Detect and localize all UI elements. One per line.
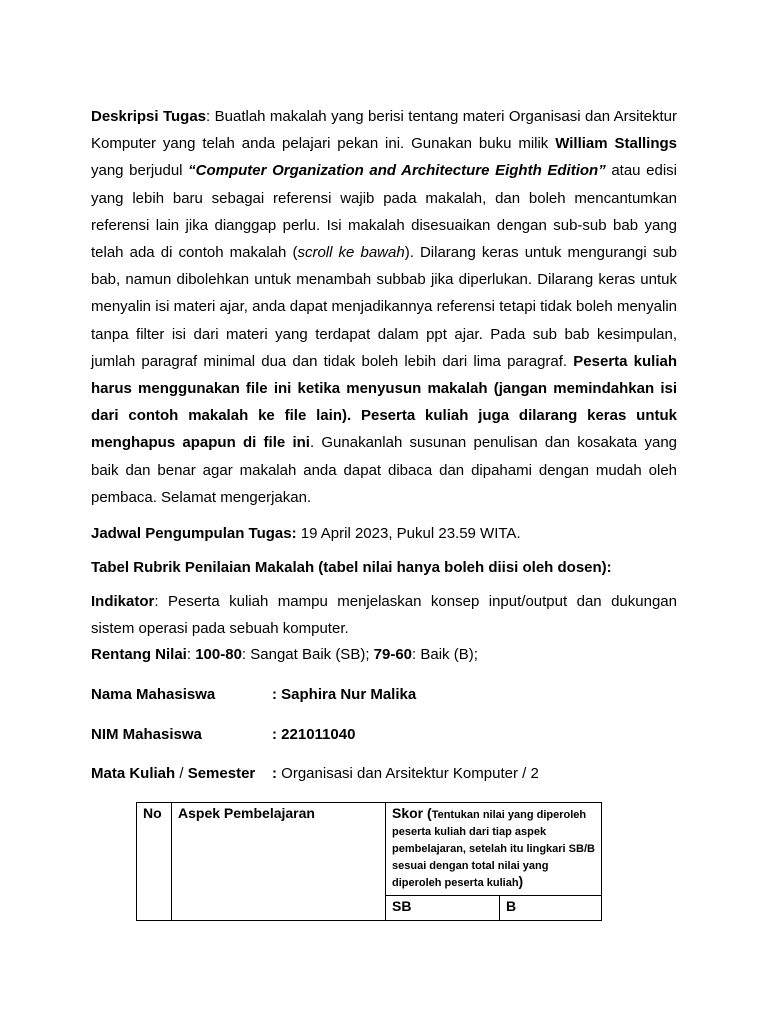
course-label-semester: Semester [187,765,256,782]
range-b: 79-60 [373,646,413,663]
score-open: ( [423,805,432,821]
description-text-2: yang berjudul [91,162,189,180]
course-colon: : [272,765,277,782]
col-b-header: B [500,896,602,921]
range-label: Rentang Nilai [91,646,187,663]
description-text-4: ). Dilarang keras untuk mengurangi sub bab, namun dibolehkan untuk menambah subbab jika diperlukan. Dilarang keras untuk menyalin isi materi ajar, anda dapat menjadikannya referensi tetapi tidak boleh menyalin tanpa filter isi dari materi yang terdapat dalam ppt ajar. Pada sub bab kesimpulan, jumlah paragraf minimal dua dan tidak boleh lebih dari lima paragraf. [91,244,677,370]
bold-rule: Peserta kuliah harus menggunakan file ini ketika menyusun makalah (jangan memindahkan isi dari contoh makalah ke file lain). Peserta kuliah juga dilarang keras untuk menghapus apapun di file ini [91,352,678,452]
course-label-course: Mata Kuliah [91,765,176,782]
score-close: ) [518,873,524,889]
course-label [91,765,255,782]
range-sb: 100-80 [195,646,242,663]
student-name-value: : Saphira Nur Malika [272,686,417,703]
schedule-value: 19 April 2023, Pukul 23.59 WITA. [296,525,521,542]
score-range [91,645,478,665]
col-sb-header: SB [386,896,500,921]
range-sb-desc: : Sangat Baik (SB); [241,646,374,663]
col-no-header: No [137,803,172,921]
col-aspect-header: Aspek Pembelajaran [172,803,386,921]
indicator-text: : Peserta kuliah mampu menjelaskan konsep input/output dan dukungan sistem operasi pada sebuah komputer. [91,593,677,638]
score-note: Tentukan nilai yang diperoleh peserta kuliah dari tiap aspek pembelajaran, setelah itu lingkari SB/B sesuai dengan total nilai yang diperoleh peserta kuliah [392,809,595,889]
indicator [91,588,677,642]
rubric-title: Tabel Rubrik Penilaian Makalah (tabel nilai hanya boleh diisi oleh dosen): [91,559,612,576]
col-score-header [386,803,602,896]
course-text: Organisasi dan Arsitektur Komputer / 2 [277,765,539,782]
nim-label: NIM Mahasiswa [91,726,202,743]
indicator-label: Indikator [91,593,155,610]
submission-schedule [91,524,521,544]
book-title: “Computer Organization and Architecture Eighth Edition” [188,162,606,180]
student-name-label: Nama Mahasiswa [91,686,216,703]
description-text-1: : Buatlah makalah yang berisi tentang materi Organisasi dan Arsitektur Komputer yang telah anda pelajari pekan ini. Gunakan buku milik [91,108,677,153]
description-label: Deskripsi Tugas [91,108,207,125]
course-label-sep: / [175,765,188,782]
description-text-3: atau edisi yang lebih baru sebagai referensi wajib pada makalah, dan boleh mencantumkan referensi lain jika dianggap perlu. Isi makalah disesuaikan dengan sub-sub bab yang telah ada di contoh makalah ( [91,162,677,262]
rubric-table [136,802,602,921]
task-description [91,103,677,511]
scroll-note: scroll ke bawah [297,244,405,262]
range-b-desc: : Baik (B); [412,646,478,663]
author-name: William Stallings [555,135,678,153]
score-label: Skor [392,805,424,821]
range-sep: : [186,646,196,663]
description-text-5: . Gunakanlah susunan penulisan dan kosakata yang baik dan benar agar makalah anda dapat dibaca dan dipahami dengan mudah oleh pembaca. Selamat mengerjakan. [91,434,678,506]
course-value [272,765,539,782]
schedule-label: Jadwal Pengumpulan Tugas: [91,525,297,542]
nim-value: : 221011040 [272,726,356,743]
